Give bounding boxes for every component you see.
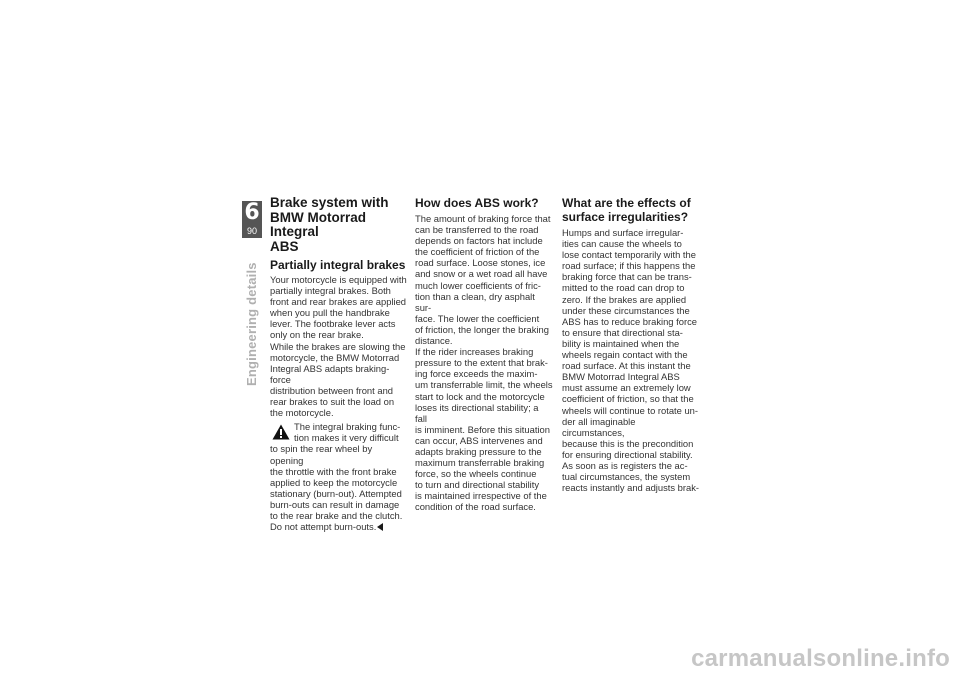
- section-title-line-2: BMW Motorrad Integral: [270, 209, 366, 239]
- burnout-warning: [270, 421, 408, 532]
- surface-irregularities-heading: What are the effects of surface irregularities?: [562, 196, 691, 224]
- integral-brakes-paragraph: Your motorcycle is equipped with partially integral brakes. Both front and rear brakes are applied when you pull the handbrake lever. The footbrake lever acts only on the rear brake.: [270, 274, 407, 341]
- friction-coefficient-paragraph: The amount of braking force that can be transferred to the road depends on factors hat include the coefficient of friction of the road surface. Loose stones, ice and snow or a wet road all have much lower coefficients of fric- tion than a clean, dry asphalt sur- face. The lower the coefficient of friction, the longer the braking distance.: [415, 213, 551, 347]
- warning-body: [270, 443, 408, 532]
- section-title-line-3: ABS: [270, 238, 299, 254]
- system-reaction-paragraph: As soon as is registers the ac- tual circumstances, the system reacts instantly and adjusts brak-: [562, 459, 700, 494]
- warning-lead-text: The integral braking func- tion makes it very difficult: [294, 421, 401, 444]
- column-how-abs-works: [415, 196, 553, 513]
- surface-irregularities-paragraph: Humps and surface irregular- ities can cause the wheels to lose contact temporarily with the road surface; if this happens the braking force that can be trans- mitted to the road can drop to zero. If the brakes are applied under these circumstances the ABS has to reduce braking force to ensure that directional sta- bility is maintained when the wheels regain contact with the road surface. At this instant the BMW Motorrad Integral ABS must assume an extremely low coefficient of friction, so that the wheels will continue to rotate un- der all imaginable circumstances, because this is the precondition for ensuring directional stability.: [562, 227, 699, 460]
- chapter-number: 6: [244, 200, 260, 225]
- section-title-line-1: Brake system with: [270, 195, 389, 210]
- abs-intervention-paragraph: If the rider increases braking pressure to the extent that brak- ing force exceeds the maxim- um transferrable limit, the wheels start to lock and the motorcycle loses its directional stability; a fall is imminent. Before this situation can occur, ABS intervenes and adapts braking pressure to the maximum transferrable braking force, so the wheels continue to turn and directional stability is maintained irrespective of the condition of the road surface.: [415, 346, 553, 513]
- chapter-tab: [242, 201, 262, 238]
- section-title: [270, 196, 408, 254]
- warning-triangle-icon: [272, 424, 290, 440]
- page-number: 90: [246, 226, 257, 236]
- how-abs-works-heading: How does ABS work?: [415, 196, 539, 210]
- end-marker-icon: [377, 523, 383, 531]
- column-surface-irregularities: [562, 196, 700, 493]
- watermark: carmanualsonline.info: [691, 645, 950, 672]
- braking-force-distribution-paragraph: While the brakes are slowing the motorcycle, the BMW Motorrad Integral ABS adapts braking-force distribution between front and rear brakes to suit the load on the motorcycle.: [270, 340, 406, 419]
- column-brake-system: [270, 196, 408, 532]
- partially-integral-brakes-heading: Partially integral brakes: [270, 258, 406, 272]
- warning-body-text: to spin the rear wheel by opening the throttle with the front brake applied to keep the motorcycle stationary (burn-out). Attempted burn-outs can result in damage to the rear brake and the clutch. Do not attempt burn-outs.: [270, 443, 403, 533]
- section-label: Engineering details: [244, 262, 259, 386]
